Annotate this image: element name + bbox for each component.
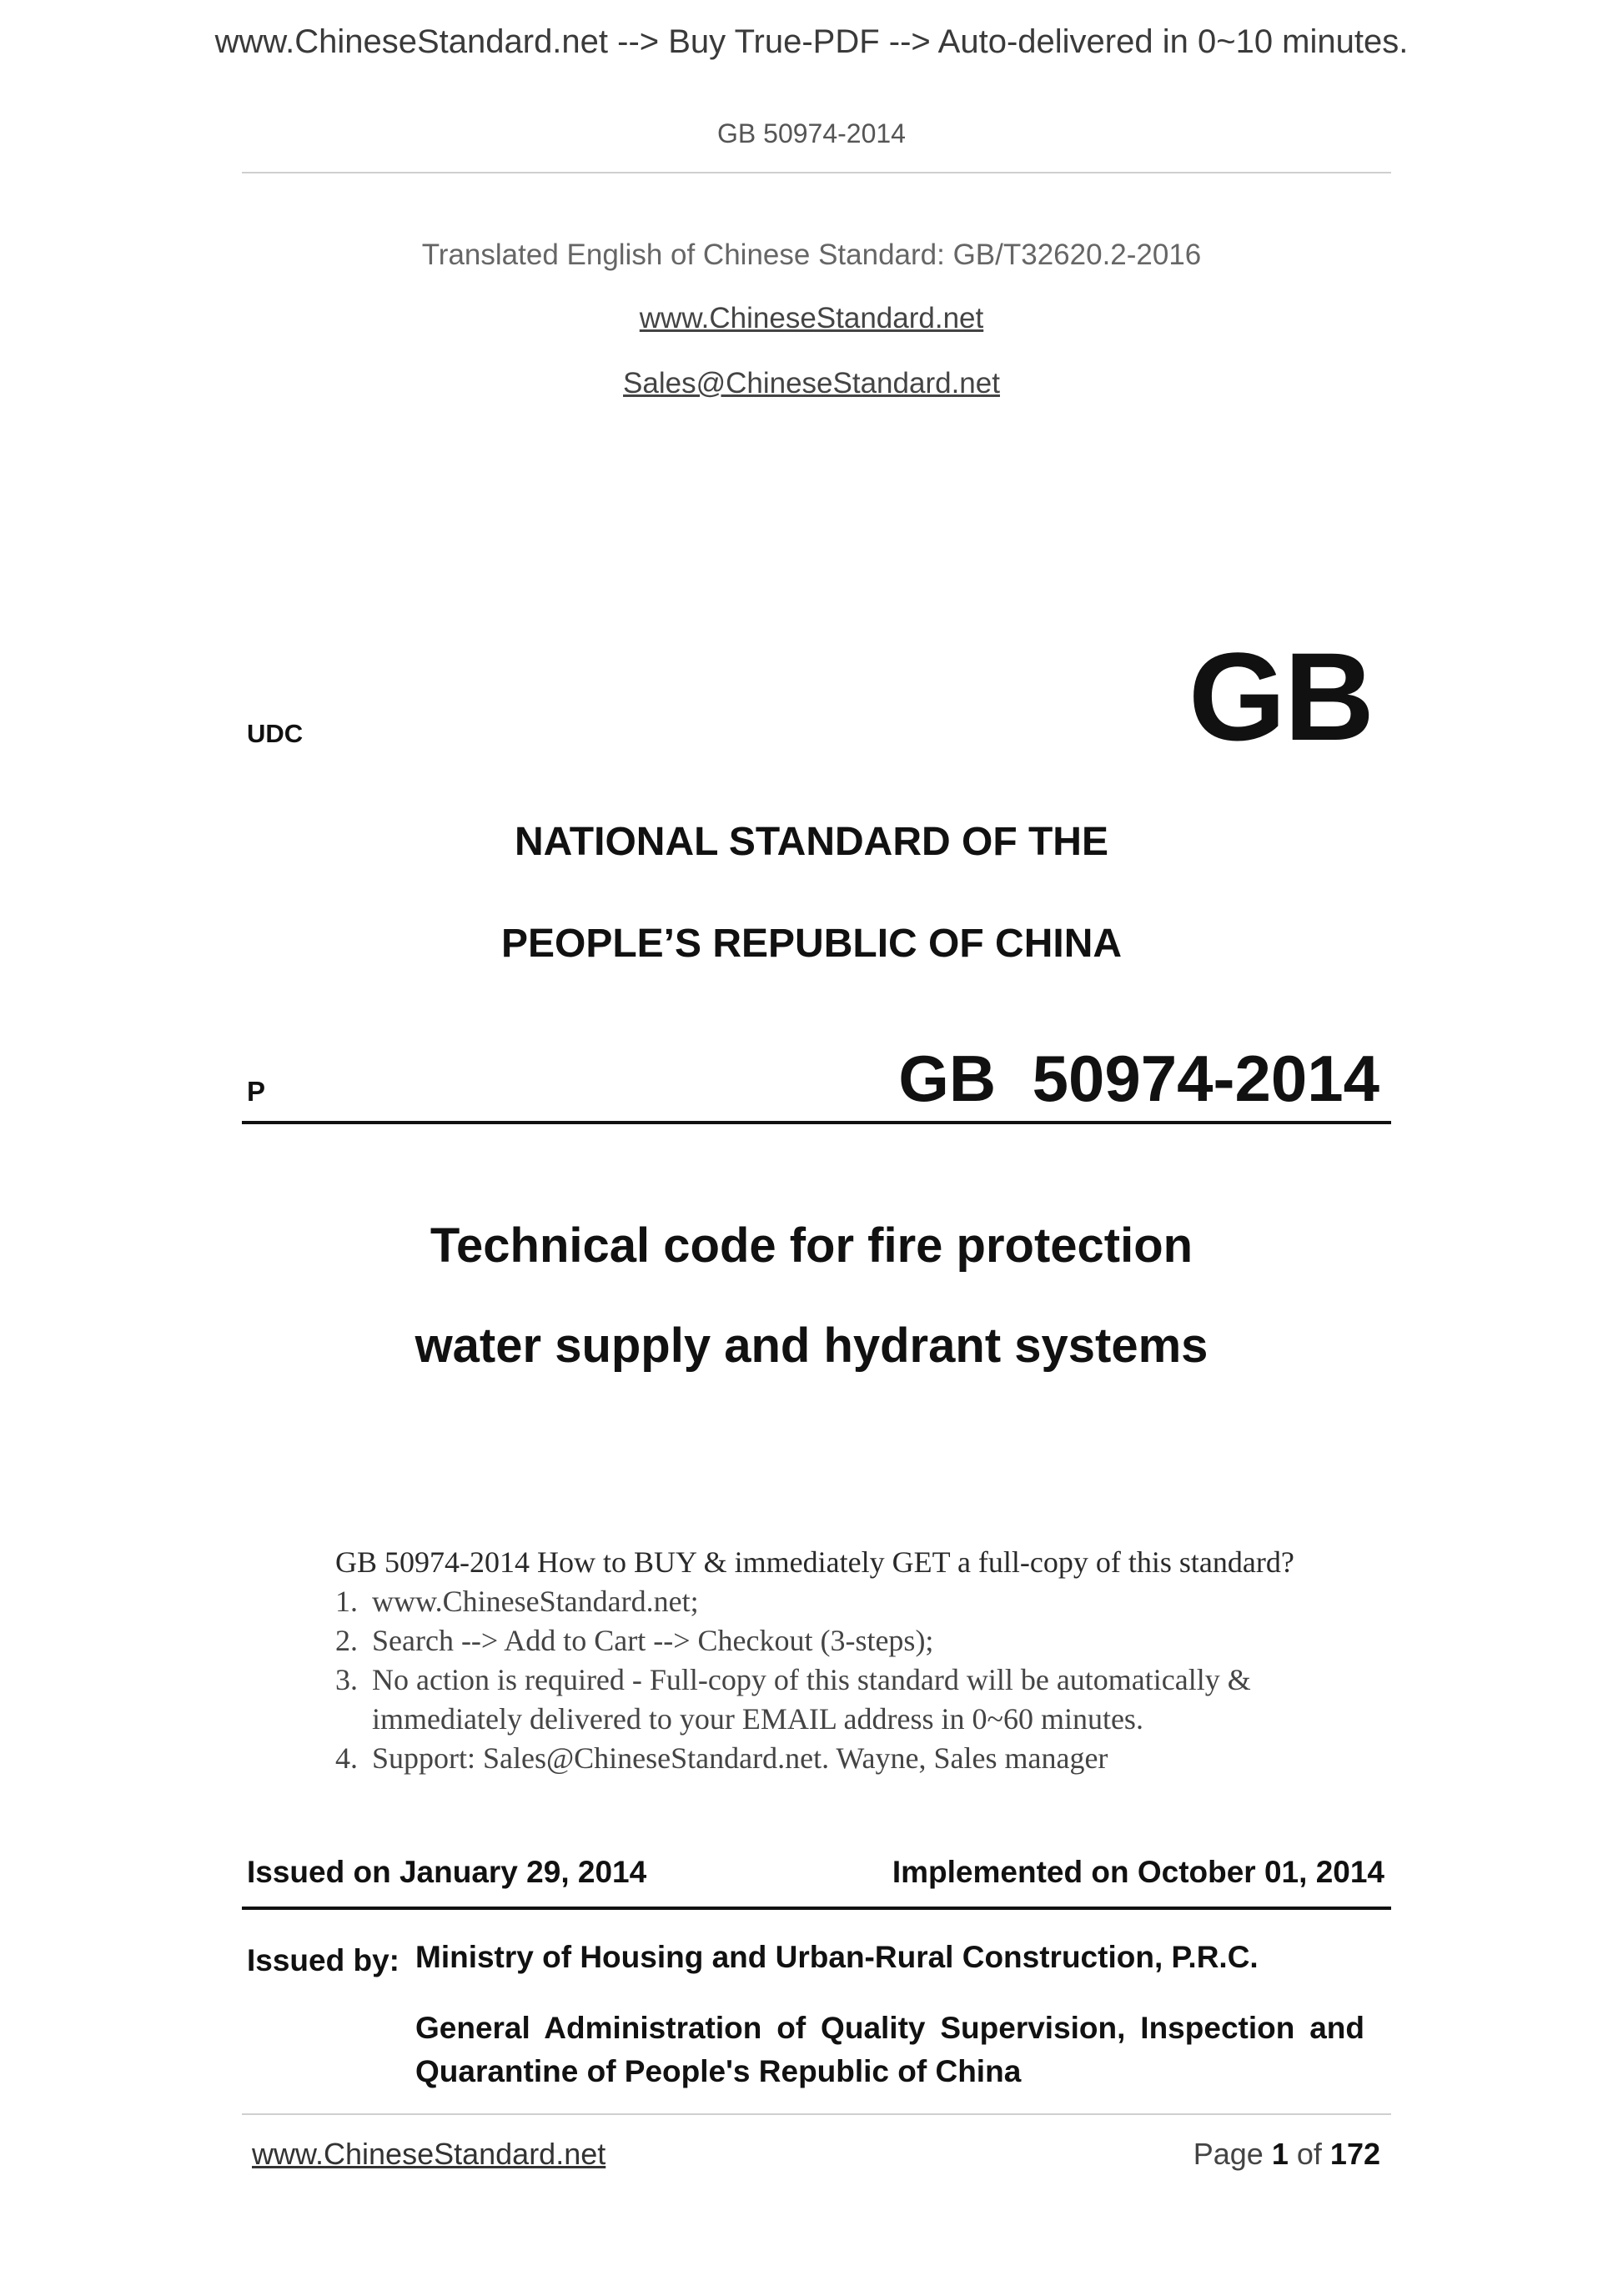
site-link-row	[0, 302, 1623, 335]
translation-note: Translated English of Chinese Standard: GB/T32620.2-2016	[421, 239, 1202, 271]
udc-label: UDC	[247, 719, 304, 748]
implemented-date: Implemented on October 01, 2014	[892, 1855, 1384, 1889]
step-text: Support: Sales@ChineseStandard.net. Wayne, Sales manager	[372, 1741, 1108, 1775]
page-total: 172	[1329, 2137, 1380, 2171]
national-standard-line-1: NATIONAL STANDARD OF THE	[515, 820, 1108, 864]
sales-email-row	[0, 367, 1623, 400]
purchase-step	[335, 1660, 1361, 1739]
classification-label: P	[247, 1076, 266, 1107]
page-current: 1	[1271, 2137, 1289, 2171]
step-text[interactable]: www.ChineseStandard.net;	[372, 1585, 699, 1618]
step-number: 2.	[335, 1624, 358, 1657]
issued-by-label: Issued by:	[247, 1943, 399, 1977]
purchase-question: GB 50974-2014 How to BUY & immediately GET a full-copy of this standard?	[335, 1545, 1294, 1579]
purchase-step	[335, 1582, 1361, 1621]
purchase-step	[335, 1621, 1361, 1660]
standard-number-rule	[242, 1121, 1391, 1124]
step-number: 1.	[335, 1585, 358, 1618]
step-text: No action is required - Full-copy of this standard will be automatically & immediately delivered to your EMAIL address in 0~60 minutes.	[372, 1663, 1251, 1736]
document-title-line-2: water supply and hydrant systems	[415, 1319, 1208, 1373]
footer-divider	[242, 2113, 1391, 2115]
gb-logo: GB	[1188, 626, 1373, 766]
header-standard-code: GB 50974-2014	[717, 118, 906, 148]
step-text: Search --> Add to Cart --> Checkout (3-steps);	[372, 1624, 934, 1657]
national-standard-line-2: PEOPLE’S REPUBLIC OF CHINA	[500, 922, 1123, 966]
issuer-ministry: Ministry of Housing and Urban-Rural Construction, P.R.C.	[415, 1940, 1259, 1974]
step-number: 3.	[335, 1663, 358, 1696]
purchase-step	[335, 1739, 1361, 1778]
document-title-line-1: Technical code for fire protection	[430, 1218, 1193, 1273]
purchase-instructions	[335, 1543, 1361, 1778]
page-prefix: Page	[1193, 2137, 1264, 2171]
top-banner: www.ChineseStandard.net --> Buy True-PDF --> Auto-delivered in 0~10 minutes.	[214, 23, 1409, 60]
issuer-aqsiq: General Administration of Quality Supervision, Inspection and Quarantine of People's Republic of China	[415, 2011, 1364, 2088]
dates-rule	[242, 1907, 1391, 1910]
header-divider	[242, 172, 1391, 173]
sales-email-link[interactable]: Sales@ChineseStandard.net	[623, 367, 1000, 399]
page-indicator	[1084, 2137, 1380, 2172]
standard-number: GB 50974-2014	[898, 1042, 1379, 1115]
footer-site-link[interactable]: www.ChineseStandard.net	[252, 2137, 606, 2171]
step-number: 4.	[335, 1741, 358, 1775]
site-link[interactable]: www.ChineseStandard.net	[639, 302, 984, 334]
issued-date: Issued on January 29, 2014	[247, 1855, 647, 1889]
page-of: of	[1296, 2137, 1322, 2171]
